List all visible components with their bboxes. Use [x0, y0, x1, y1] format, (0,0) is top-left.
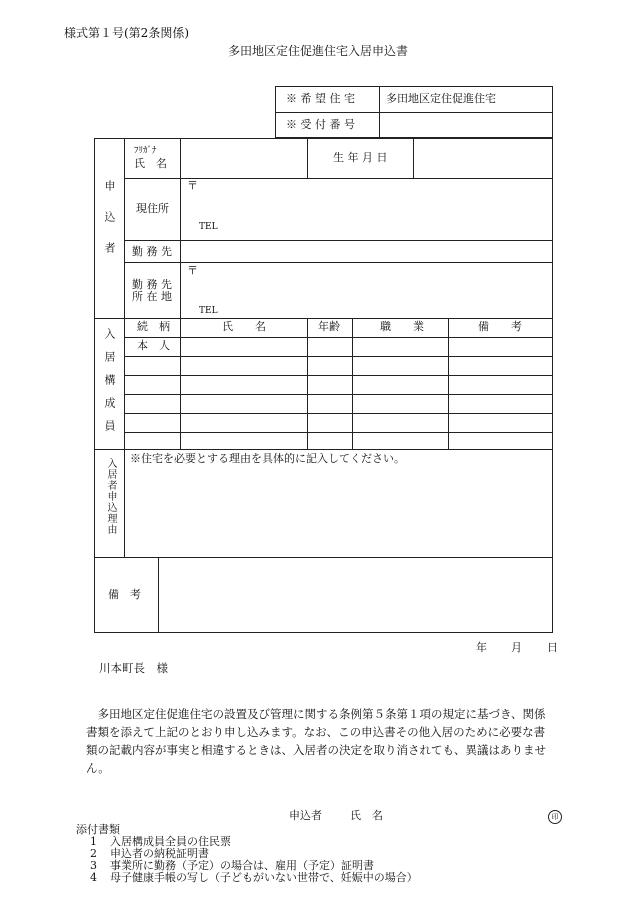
workplace-address-label-1: 勤 務 先 — [132, 278, 172, 291]
form-number: 様式第１号(第2条関係) — [64, 26, 189, 40]
body-line-3: 類の記載内容が事実と相違するときは、入居者の決定を取り消されても、異議はありませ — [86, 743, 546, 757]
page-title: 多田地区定住促進住宅入居申込書 — [228, 44, 409, 58]
members-header-remarks: 備 考 — [478, 320, 522, 333]
members-row-self: 本 人 — [137, 339, 170, 352]
hope-housing-label: ※ 希 望 住 宅 — [286, 92, 355, 105]
receipt-number-label: ※ 受 付 番 号 — [286, 118, 355, 131]
workplace-address-field[interactable] — [182, 264, 551, 316]
date-month: 月 — [511, 641, 522, 654]
body-line-2: 書類を添えて上記のとおり申し込みます。なお、この申込書その他入居のために必要な書 — [86, 725, 546, 739]
body-line-1: 多田地区定住促進住宅の設置及び管理に関する条例第５条第１項の規定に基づき、関係 — [86, 707, 546, 721]
remarks-field[interactable] — [160, 559, 551, 631]
name-label: 氏 名 — [134, 157, 167, 170]
seal-icon: 印 — [548, 810, 562, 824]
applicant-name-field[interactable] — [182, 140, 305, 176]
attachments-heading: 添付書類 — [76, 823, 120, 836]
signature-name-label: 氏 名 — [350, 809, 383, 822]
members-header-name: 氏 名 — [222, 320, 266, 333]
members-section-label: 入居構成員 — [103, 328, 116, 443]
attachment-text-2: 申込者の納税証明書 — [110, 847, 209, 860]
members-header-relation: 続 柄 — [137, 320, 170, 333]
tel-label-work: TEL — [199, 306, 218, 316]
date-day: 日 — [547, 641, 558, 654]
body-line-4: ん。 — [86, 761, 110, 775]
receipt-number-field[interactable] — [381, 114, 551, 136]
attachment-text-3: 事業所に勤務（予定）の場合は、雇用（予定）証明書 — [110, 859, 374, 872]
hope-housing-value: 多田地区定住促進住宅 — [386, 92, 496, 105]
current-address-label: 現住所 — [136, 202, 169, 215]
members-header-age: 年齢 — [318, 320, 340, 333]
workplace-address-label-2: 所 在 地 — [132, 290, 172, 303]
attachment-text-1: 入居構成員全員の住民票 — [110, 835, 231, 848]
reason-instruction: ※住宅を必要とする理由を具体的に記入してください。 — [130, 452, 405, 465]
signature-applicant-label: 申込者 — [289, 809, 322, 822]
remarks-label: 備 考 — [108, 588, 141, 601]
attachment-text-4: 母子健康手帳の写し（子どもがいない世帯で、妊娠中の場合） — [110, 871, 418, 884]
postal-mark: 〒 — [187, 179, 198, 192]
attachment-num-2: 2 — [90, 847, 97, 860]
workplace-label: 勤 務 先 — [132, 245, 172, 258]
applicant-section-label: 申込者 — [103, 180, 116, 273]
members-header-occupation: 職 業 — [380, 320, 424, 333]
birth-date-field[interactable] — [415, 140, 551, 176]
current-address-field[interactable] — [182, 180, 551, 238]
signature-name-field[interactable] — [400, 806, 540, 824]
postal-mark-work: 〒 — [187, 264, 198, 277]
attachment-num-3: 3 — [90, 859, 97, 872]
attachment-num-4: 4 — [90, 871, 97, 884]
addressee: 川本町長 様 — [99, 661, 168, 675]
birth-date-label: 生 年 月 日 — [333, 151, 388, 164]
attachment-num-1: 1 — [90, 835, 97, 848]
workplace-field[interactable] — [182, 242, 551, 260]
reason-section-label: 入居者申込理由 — [105, 458, 116, 535]
tel-label: TEL — [199, 222, 218, 232]
reason-field[interactable] — [126, 466, 551, 555]
furigana-label: ﾌﾘｶﾞﾅ — [134, 146, 157, 156]
date-year: 年 — [476, 641, 487, 654]
